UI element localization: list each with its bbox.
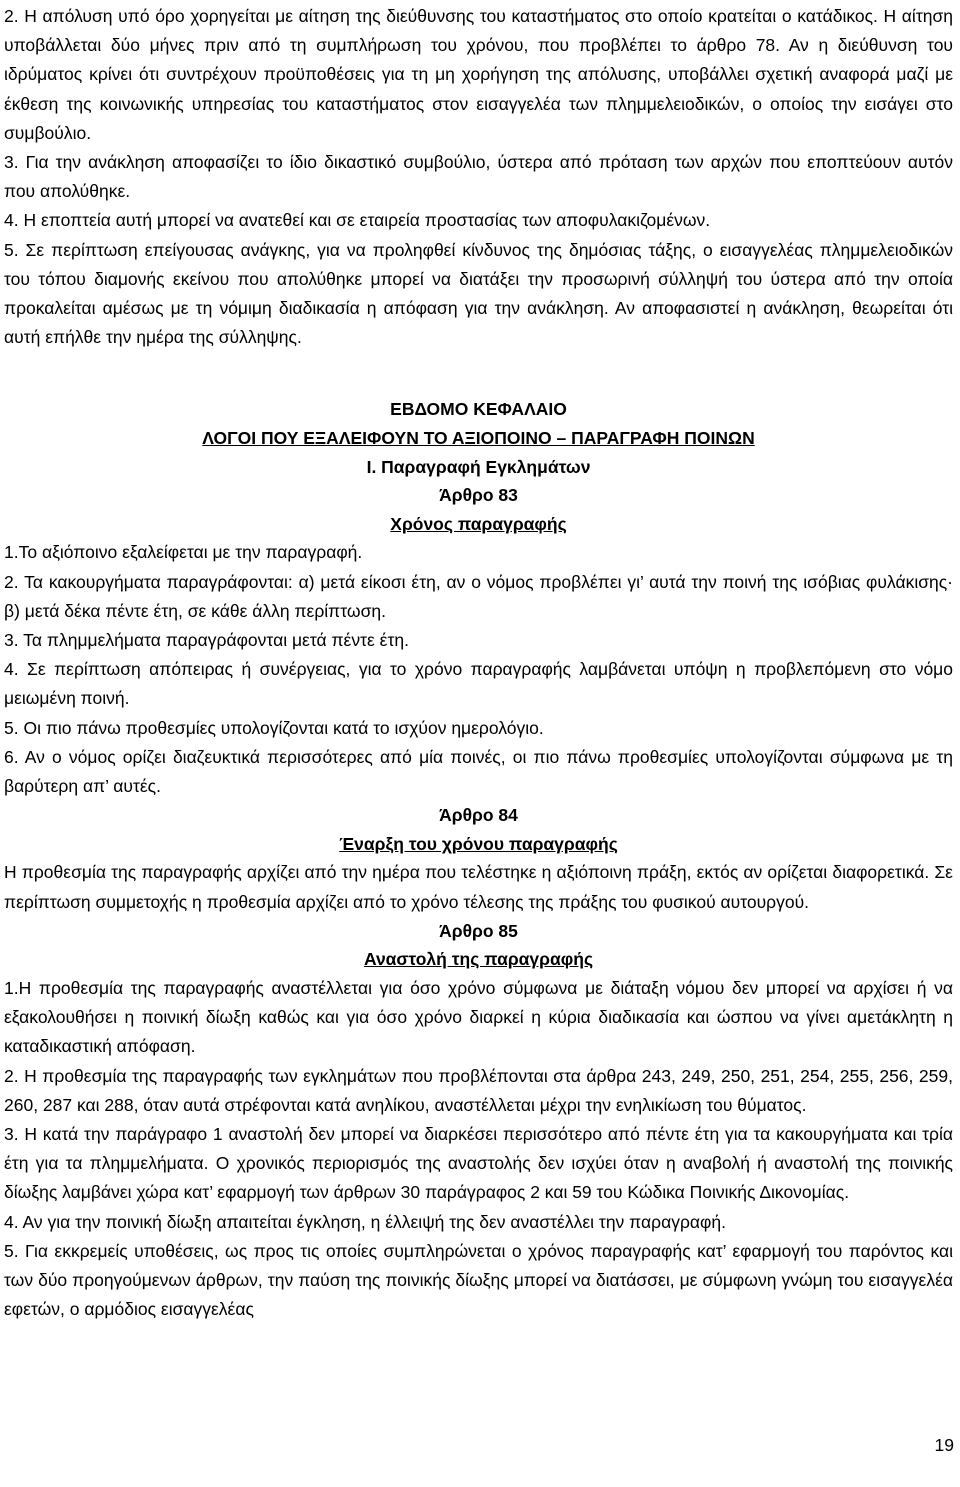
article-83-paragraph-3: 3. Τα πλημμελήματα παραγράφονται μετά πέντε έτη. — [4, 630, 409, 651]
article-83-number: Άρθρο 83 — [439, 485, 518, 506]
article-85-number: Άρθρο 85 — [439, 920, 518, 941]
paragraph-5: 5. Σε περίπτωση επείγουσας ανάγκης, για να προληφθεί κίνδυνος της δημόσιας τάξης, ο εισαγγελέας πλημμελειοδικών του τόπου διαμονής εκείνου που απολύθηκε μπορεί να διατάξει την προσωρινή σύλληψή του ύστερα από την οποία προκαλείται αμέσως με τη νόμιμη διαδικασία η απόφαση για την ανάκληση. Αν αποφασιστεί η ανάκληση, θεωρείται ότι αυτή επήλθε την ημέρα της σύλληψης. — [4, 239, 953, 348]
article-85-paragraph-2: 2. Η προθεσμία της παραγραφής των εγκλημάτων που προβλέπονται στα άρθρα 243, 249, 250, 251, 254, 255, 256, 259, 260, 287 και 288, όταν αυτά στρέφονται κατά ανηλίκου, αναστέλλεται μέχρι την ενηλικίωση του θύματος. — [4, 1065, 953, 1115]
section-gap — [4, 352, 953, 395]
article-85-paragraph-3: 3. Η κατά την παράγραφο 1 αναστολή δεν μπορεί να διαρκέσει περισσότερο από πέντε έτη για τα κακουργήματα και τρία έτη για τα πλημμελήματα. Ο χρονικός περιορισμός της αναστολής δεν ισχύει όταν η αναβολή ή αναστολή της ποινικής δίωξης λαμβάνει χώρα κατ’ εφαρμογή των άρθρων 30 παράγραφος 2 και 59 του Κώδικα Ποινικής Δικονομίας. — [4, 1124, 953, 1203]
article-83-paragraph-5: 5. Οι πιο πάνω προθεσμίες υπολογίζονται κατά το ισχύον ημερολόγιο. — [4, 717, 544, 738]
article-84-paragraph-1: Η προθεσμία της παραγραφής αρχίζει από την ημέρα που τελέστηκε η αξιόποινη πράξη, εκτός αν ορίζεται διαφορετικά. Σε περίπτωση συμμετοχής η προθεσμία αρχίζει από το χρόνο τέλεσης της πράξης του φυσικού αυτουργού. — [4, 862, 953, 912]
paragraph-4: 4. Η εποπτεία αυτή μπορεί να ανατεθεί και σε εταιρεία προστασίας των αποφυλακιζομένων. — [4, 210, 711, 231]
article-85-title: Αναστολή της παραγραφής — [363, 949, 594, 970]
paragraph-3: 3. Για την ανάκληση αποφασίζει το ίδιο δικαστικό συμβούλιο, ύστερα από πρόταση των αρχών που εποπτεύουν αυτόν που απολύθηκε. — [4, 152, 953, 202]
article-83-title: Χρόνος παραγραφής — [390, 513, 567, 534]
article-84-number: Άρθρο 84 — [439, 805, 518, 826]
article-83-paragraph-6: 6. Αν ο νόμος ορίζει διαζευκτικά περισσότερες από μία ποινές, οι πιο πάνω προθεσμίες υπολογίζονται σύμφωνα με τη βαρύτερη απ’ αυτές. — [4, 746, 953, 797]
article-83-paragraph-1: 1.Το αξιόποινο εξαλείφεται με την παραγραφή. — [4, 542, 363, 563]
chapter-subtitle: ΛΟΓΟΙ ΠΟΥ ΕΞΑΛΕΙΦΟΥΝ ΤΟ ΑΞΙΟΠΟΙΝΟ – ΠΑΡΑΓΡΑΦΗ ΠΟΙΝΩΝ — [202, 428, 755, 449]
article-83-paragraph-2: 2. Τα κακουργήματα παραγράφονται: α) μετά είκοσι έτη, αν ο νόμος προβλέπει γι’ αυτά την ποινή της ισόβιας φυλάκισης· β) μετά δέκα πέντε έτη, σε κάθε άλλη περίπτωση. — [4, 571, 953, 621]
article-84-title: Έναρξη του χρόνου παραγραφής — [339, 833, 618, 854]
article-83-paragraph-4: 4. Σε περίπτωση απόπειρας ή συνέργειας, για το χρόνο παραγραφής λαμβάνεται υπόψη η προβλεπόμενη στο νόμο μειωμένη ποινή. — [4, 659, 953, 709]
article-85-paragraph-5: 5. Για εκκρεμείς υποθέσεις, ως προς τις οποίες συμπληρώνεται ο χρόνος παραγραφής κατ’ εφαρμογή του παρόντος και των δύο προηγούμενων άρθρων, την παύση της ποινικής δίωξης μπορεί να διατάσσει, με σύμφωνη γνώμη του εισαγγελέα εφετών, ο αρμόδιος εισαγγελέας — [4, 1240, 953, 1320]
article-85-paragraph-1: 1.Η προθεσμία της παραγραφής αναστέλλεται για όσο χρόνο σύμφωνα με διάταξη νόμου δεν μπορεί να αρχίσει ή να εξακολουθήσει η ποινική δίωξη καθώς και για όσο χρόνο διαρκεί η κύρια διαδικασία και ώσπου να γίνει αμετάκλητη η καταδικαστική απόφαση. — [4, 978, 953, 1057]
chapter-title: ΕΒΔΟΜΟ ΚΕΦΑΛΑΙΟ — [390, 399, 567, 420]
section-title: Ι. Παραγραφή Εγκλημάτων — [366, 456, 591, 477]
article-85-paragraph-4: 4. Αν για την ποινική δίωξη απαιτείται έγκληση, η έλλειψή της δεν αναστέλλει την παραγραφή. — [4, 1211, 726, 1232]
page-number: 19 — [934, 1435, 954, 1455]
paragraph-2: 2. Η απόλυση υπό όρο χορηγείται με αίτηση της διεύθυνσης του καταστήματος στο οποίο κρατείται ο κατάδικος. Η αίτηση υποβάλλεται δύο μήνες πριν από τη συμπλήρωση του χρόνου, που προβλέπει το άρθρο 78. Αν η διεύθυνση του ιδρύματος κρίνει ότι συντρέχουν προϋποθέσεις για τη μη χορήγηση της απόλυσης, υποβάλλει σχετική αναφορά μαζί με έκθεση της κοινωνικής υπηρεσίας του καταστήματος στον εισαγγελέα των πλημμελειοδικών, ο οποίος την εισάγει στο συμβούλιο. — [4, 6, 953, 143]
